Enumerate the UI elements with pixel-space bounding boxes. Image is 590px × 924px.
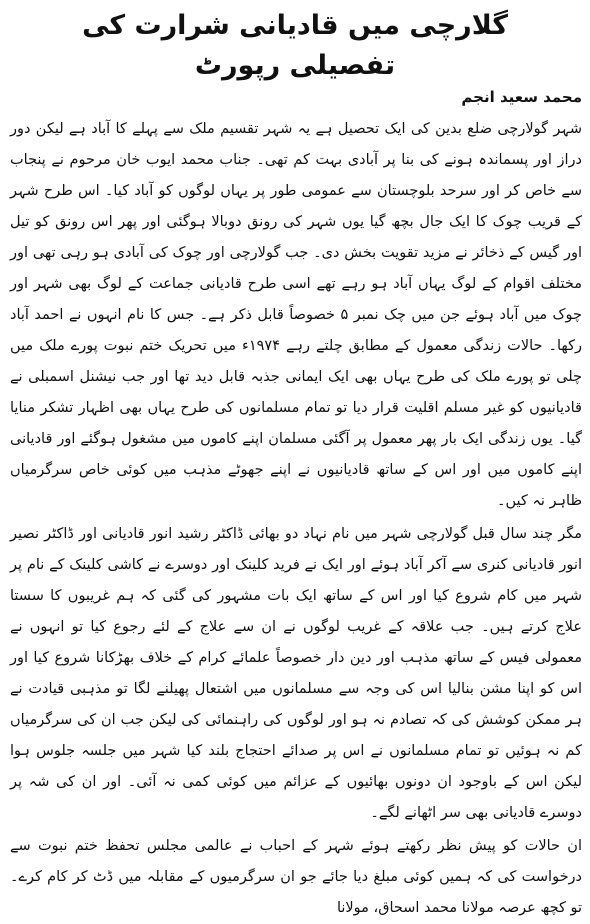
author-name: محمد سعید انجم [461, 88, 582, 106]
article-paragraph: مگر چند سال قبل گولارچی شہر میں نام نہاد دو بھائی ڈاکٹر رشید انور قادیانی اور ڈاکٹر نصیر انور قادیانی کنری سے آکر آباد ہوئے اور ایک نے فرید کلینک اور دوسرے نے کاشی کلینک کے نام پر شہر میں کام شروع کیا اور اس کے ساتھ ایک بات مشہور کی گئی کہ ہم غریبوں کا سستا علاج کرتے ہیں۔ جب علاقہ کے غریب لوگوں نے ان سے علاج کے لئے رجوع کیا تو انہوں نے معمولی فیس کے ساتھ مذہب اور دین دار خصوصاً علمائے کرام کے خلاف بھڑکانا شروع کیا اور اس کو اپنا مشن بنالیا اس کی وجہ سے مسلمانوں میں اشتعال پھیلنے لگا تو مذہبی قیادت نے ہر ممکن کوشش کی کہ تصادم نہ ہو اور لوگوں کی راہنمائی کی لیکن جب ان کی سرگرمیاں کم نہ ہوئیں تو تمام مسلمانوں نے اس پر صدائے احتجاج بلند کیا شہر میں جلسہ جلوس ہوا لیکن اس کے باوجود ان دونوں بھائیوں کے عزائم میں کوئی کمی نہ آئی۔ اور ان کی شہ پر دوسرے قادیانی بھی سر اٹھانے لگے۔ [10, 526, 582, 821]
article-title: گلارچی میں قادیانی شرارت کی تفصیلی رپورٹ [82, 10, 508, 81]
article-paragraph: شہر گولارچی ضلع بدین کی ایک تحصیل ہے یہ شہر تقسیم ملک سے پہلے کا آباد ہے لیکن دور دراز اور پسماندہ ہونے کی بنا پر آبادی بہت کم تھی۔ جناب محمد ایوب خان مرحوم نے پنجاب سے خاص کر اور سرحد بلوچستان سے عمومی طور پر یہاں لوگوں کو آباد کیا۔ اس طرح شہر کے قریب چوک کا ایک جال بچھ گیا یوں شہر کی رونق دوبالا ہوگئی اور پھر اس رونق کو تیل اور گیس کے ذخائر نے مزید تقویت بخش دی۔ جب گولارچی اور چوک کی آبادی ہو رہی تھی اور مختلف اقوام کے لوگ یہاں آباد ہو رہے تھے اسی طرح قادیانی جماعت کے لوگ بھی شہر اور چوک میں آباد ہوئے جن میں چک نمبر ۵ خصوصاً قابل ذکر ہے۔ جس کا نام انہوں نے احمد آباد رکھا۔ حالات زندگی معمول کے مطابق چلتے رہے ۱۹۷۴ء میں تحریک ختم نبوت پورے ملک میں چلی تو پورے ملک کی طرح یہاں بھی ایک ایمانی جذبہ قابل دید تھا اور جب نیشنل اسمبلی نے قادیانیوں کو غیر مسلم اقلیت قرار دیا تو تمام مسلمانوں کی طرح یہاں بھی اظہار تشکر منایا گیا۔ یوں زندگی ایک بار پھر معمول پر آگئی مسلمان اپنے کاموں میں مشغول ہوگئے اور قادیانی اپنے کاموں میں اور اس کے ساتھ قادیانیوں نے اپنے جھوٹے مذہب میں کوئی خاص سرگرمیاں ظاہر نہ کیں۔ [10, 121, 582, 509]
article-body [10, 114, 582, 924]
article-paragraph: ان حالات کو پیش نظر رکھتے ہوئے شہر کے احباب نے عالمی مجلس تحفظ ختم نبوت سے درخواست کی کہ ہمیں کوئی مبلغ دیا جائے جو ان سرگرمیوں کے مقابلہ میں ڈٹ کر کام کرے۔ تو کچھ عرصہ مولانا محمد اسحاق، مولانا [10, 838, 582, 916]
